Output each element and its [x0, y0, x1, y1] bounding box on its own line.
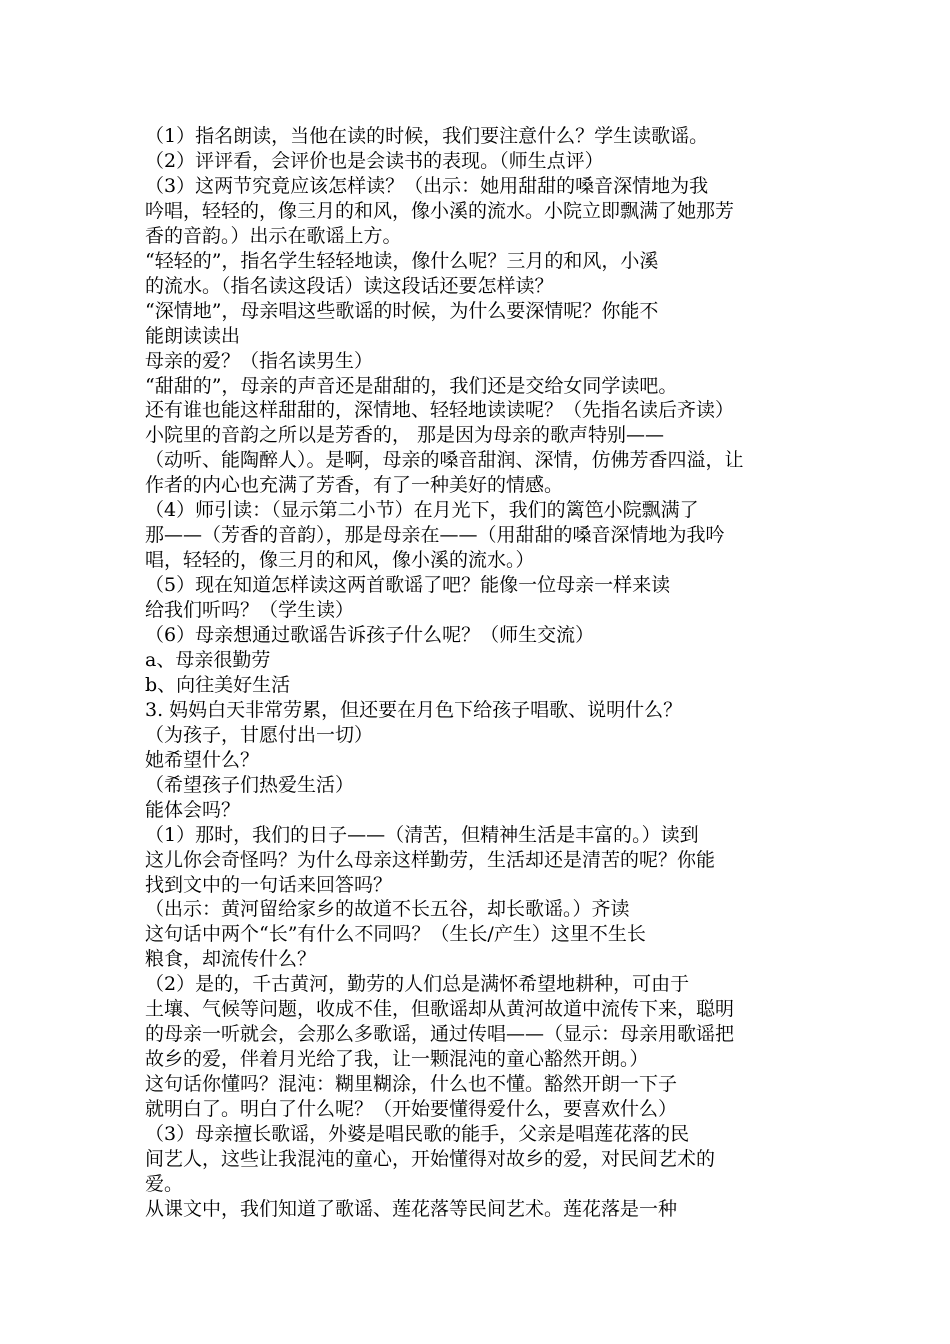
text-line: 间艺人，这些让我混沌的童心，开始懂得对故乡的爱，对民间艺术的 — [145, 1148, 716, 1170]
text-line: a、母亲很勤劳 — [145, 649, 271, 671]
text-line: 就明白了。明白了什么呢？（开始要懂得爱什么，要喜欢什么） — [145, 1098, 678, 1120]
text-line: b、向往美好生活 — [145, 674, 291, 696]
text-line: 能体会吗？ — [145, 799, 241, 821]
text-line: （3）这两节究竟应该怎样读？（出示：她用甜甜的嗓音深情地为我 — [145, 175, 709, 197]
text-line: 这句话中两个“长”有什么不同吗？（生长/产生）这里不生长 — [145, 923, 646, 945]
text-line: 能朗读读出 — [145, 325, 241, 347]
text-line: （希望孩子们热爱生活） — [145, 774, 355, 796]
text-line: “甜甜的”，母亲的声音还是甜甜的，我们还是交给女同学读吧。 — [145, 375, 678, 397]
text-line: 她希望什么？ — [145, 749, 260, 771]
text-line: 香的音韵。）出示在歌谣上方。 — [145, 225, 402, 247]
text-line: 唱，轻轻的，像三月的和风，像小溪的流水。） — [145, 549, 535, 571]
text-line: 从课文中，我们知道了歌谣、莲花落等民间艺术。莲花落是一种 — [145, 1198, 678, 1220]
text-line: 这句话你懂吗？混沌：糊里糊涂，什么也不懂。豁然开朗一下子 — [145, 1073, 678, 1095]
text-line: 这儿你会奇怪吗？为什么母亲这样勤劳，生活却还是清苦的呢？你能 — [145, 849, 716, 871]
text-line: （5）现在知道怎样读这两首歌谣了吧？能像一位母亲一样来读 — [145, 574, 671, 596]
text-line: 故乡的爱，伴着月光给了我，让一颗混沌的童心豁然开朗。） — [145, 1048, 649, 1070]
text-line: 粮食，却流传什么？ — [145, 948, 317, 970]
text-line: 小院里的音韵之所以是芳香的， 那是因为母亲的歌声特别—— — [145, 424, 665, 446]
text-line: （2）是的，千古黄河，勤劳的人们总是满怀希望地耕种，可由于 — [145, 973, 690, 995]
text-line: 找到文中的一句话来回答吗？ — [145, 874, 393, 896]
text-line: （动听、能陶醉人）。是啊，母亲的嗓音甜润、深情，仿佛芳香四溢，让 — [145, 449, 744, 471]
text-line: （1）那时，我们的日子——（清苦，但精神生活是丰富的。）读到 — [145, 824, 699, 846]
text-line: 的母亲一听就会，会那么多歌谣，通过传唱——（显示：母亲用歌谣把 — [145, 1023, 735, 1045]
text-line: 给我们听吗？（学生读） — [145, 599, 355, 621]
text-line: （出示：黄河留给家乡的故道不长五谷，却长歌谣。）齐读 — [145, 898, 630, 920]
text-line: （4）师引读：（显示第二小节）在月光下，我们的篱笆小院飘满了 — [145, 499, 699, 521]
text-line: 作者的内心也充满了芳香，有了一种美好的情感。 — [145, 474, 564, 496]
text-line: 3. 妈妈白天非常劳累，但还要在月色下给孩子唱歌、说明什么？ — [145, 699, 683, 721]
text-line: （2）评评看，会评价也是会读书的表现。（师生点评） — [145, 150, 604, 172]
text-line: 土壤、气候等问题，收成不佳，但歌谣却从黄河故道中流传下来，聪明 — [145, 998, 735, 1020]
text-line: （6）母亲想通过歌谣告诉孩子什么呢？（师生交流） — [145, 624, 595, 646]
text-line: “轻轻的”，指名学生轻轻地读，像什么呢？三月的和风，小溪 — [145, 250, 659, 272]
text-line: 那——（芳香的音韵），那是母亲在——（用甜甜的嗓音深情地为我吟 — [145, 524, 725, 546]
text-line: 吟唱，轻轻的，像三月的和风，像小溪的流水。小院立即飘满了她那芳 — [145, 200, 735, 222]
text-line: 的流水。（指名读这段话）读这段话还要怎样读？ — [145, 275, 554, 297]
text-line: 爱。 — [145, 1173, 184, 1195]
text-line: 母亲的爱？（指名读男生） — [145, 350, 374, 372]
text-line: （1）指名朗读，当他在读的时候，我们要注意什么？学生读歌谣。 — [145, 125, 709, 147]
text-line: （3）母亲擅长歌谣，外婆是唱民歌的能手，父亲是唱莲花落的民 — [145, 1123, 690, 1145]
text-line: 还有谁也能这样甜甜的，深情地、轻轻地读读呢？（先指名读后齐读） — [145, 399, 735, 421]
text-line: （为孩子，甘愿付出一切） — [145, 724, 374, 746]
text-line: “深情地”，母亲唱这些歌谣的时候，为什么要深情呢？你能不 — [145, 300, 659, 322]
